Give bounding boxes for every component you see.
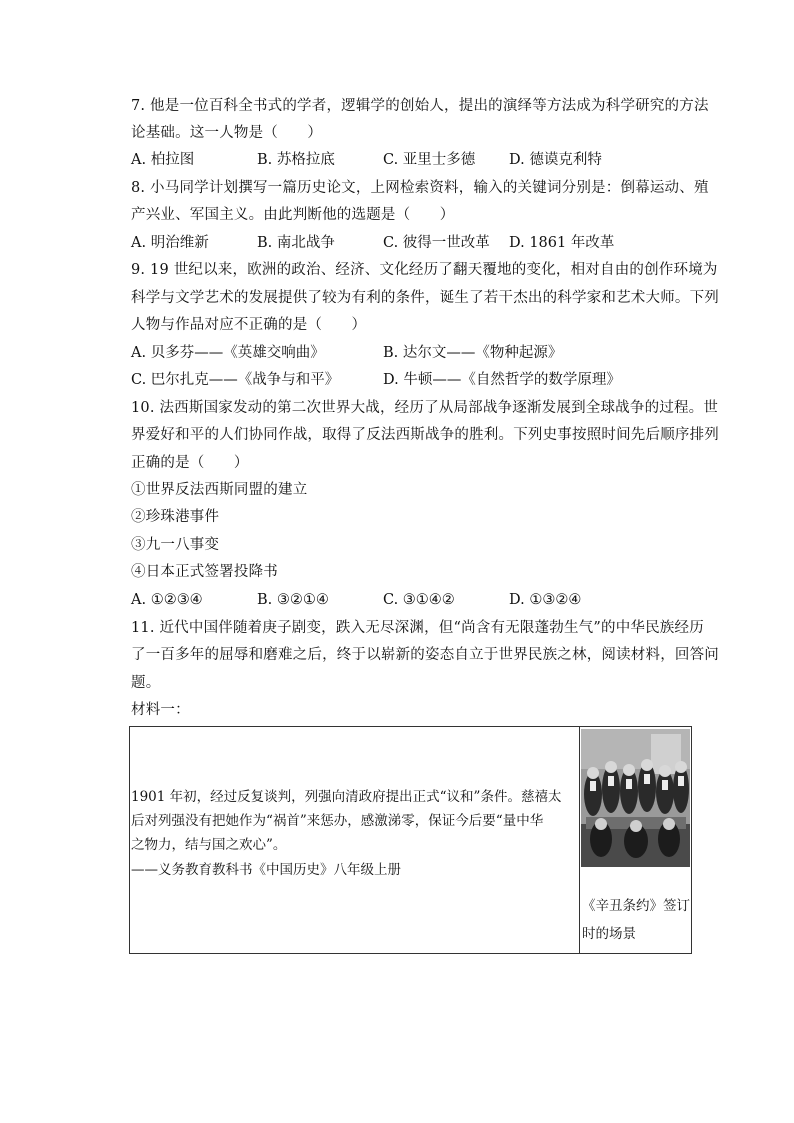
- q9-option-b: B. 达尔文——《物种起源》: [383, 345, 563, 361]
- material-text-line3: 之物力，结与国之欢心”。: [131, 837, 287, 853]
- q10-option-b: B. ③②①④: [257, 592, 329, 608]
- q8-stem-line2: 产兴业、军国主义。由此判断他的选题是（ ）: [131, 207, 455, 223]
- q10-option-d: D. ①③②④: [509, 592, 582, 608]
- q7-option-d: D. 德谟克利特: [509, 152, 602, 168]
- q7-stem-line1: 7. 他是一位百科全书式的学者，逻辑学的创始人，提出的演绎等方法成为科学研究的方法: [131, 98, 709, 114]
- q11-material-label: 材料一：: [131, 702, 190, 718]
- q9-option-c: C. 巴尔扎克——《战争与和平》: [131, 372, 340, 388]
- q9-option-d: D. 牛顿——《自然哲学的数学原理》: [383, 372, 621, 388]
- q7-option-a: A. 柏拉图: [131, 152, 195, 168]
- treaty-signing-photo: [581, 729, 690, 867]
- treaty-photo-illustration: [581, 729, 690, 867]
- q10-option-a: A. ①②③④: [131, 592, 203, 608]
- material-source: ——义务教育教科书《中国历史》八年级上册: [131, 862, 401, 878]
- q10-stem-line1: 10. 法西斯国家发动的第二次世界大战，经历了从局部战争逐渐发展到全球战争的过程。世: [131, 400, 719, 416]
- material-text-line2: 后对列强没有把她作为“祸首”来惩办，感激涕零，保证今后要“量中华: [131, 813, 544, 829]
- q9-stem-line1: 9. 19 世纪以来，欧洲的政治、经济、文化经历了翻天覆地的变化，相对自由的创作环境为: [131, 262, 718, 278]
- q10-stem-line2: 界爱好和平的人们协同作战，取得了反法西斯战争的胜利。下列史事按照时间先后顺序排列: [131, 427, 719, 443]
- q7-option-c: C. 亚里士多德: [383, 152, 476, 168]
- q11-stem-line1: 11. 近代中国伴随着庚子剧变，跌入无尽深渊，但“尚含有无限蓬勃生气”的中华民族经历: [131, 620, 704, 636]
- q9-stem-line2: 科学与文学艺术的发展提供了较为有利的条件，诞生了若干杰出的科学家和艺术大师。下列: [131, 290, 719, 306]
- q9-stem-line3: 人物与作品对应不正确的是（ ）: [131, 317, 367, 333]
- q8-option-a: A. 明治维新: [131, 235, 209, 251]
- q10-option-c: C. ③①④②: [383, 592, 455, 608]
- q7-stem-line2: 论基础。这一人物是（ ）: [131, 125, 323, 141]
- q10-item-1: ①世界反法西斯同盟的建立: [131, 482, 308, 498]
- q7-option-b: B. 苏格拉底: [257, 152, 335, 168]
- q9-option-a: A. 贝多芬——《英雄交响曲》: [131, 345, 325, 361]
- q10-item-2: ②珍珠港事件: [131, 509, 220, 525]
- q8-option-c: C. 彼得一世改革: [383, 235, 490, 251]
- q10-item-3: ③九一八事变: [131, 537, 220, 553]
- q11-stem-line2: 了一百多年的屈辱和磨难之后，终于以崭新的姿态自立于世界民族之林，阅读材料，回答问: [131, 647, 719, 663]
- q10-item-4: ④日本正式签署投降书: [131, 564, 278, 580]
- q11-stem-line3: 题。: [131, 675, 161, 691]
- q8-stem-line1: 8. 小马同学计划撰写一篇历史论文，上网检索资料，输入的关键词分别是：倒幕运动、殖: [131, 180, 709, 196]
- photo-caption-line1: 《辛丑条约》签订: [582, 898, 690, 914]
- q8-option-b: B. 南北战争: [257, 235, 335, 251]
- q10-stem-line3: 正确的是（ ）: [131, 455, 249, 471]
- q8-option-d: D. 1861 年改革: [509, 235, 615, 251]
- material-text-line1: 1901 年初，经过反复谈判，列强向清政府提出正式“议和”条件。慈禧太: [131, 789, 562, 805]
- photo-caption-line2: 时的场景: [582, 926, 636, 942]
